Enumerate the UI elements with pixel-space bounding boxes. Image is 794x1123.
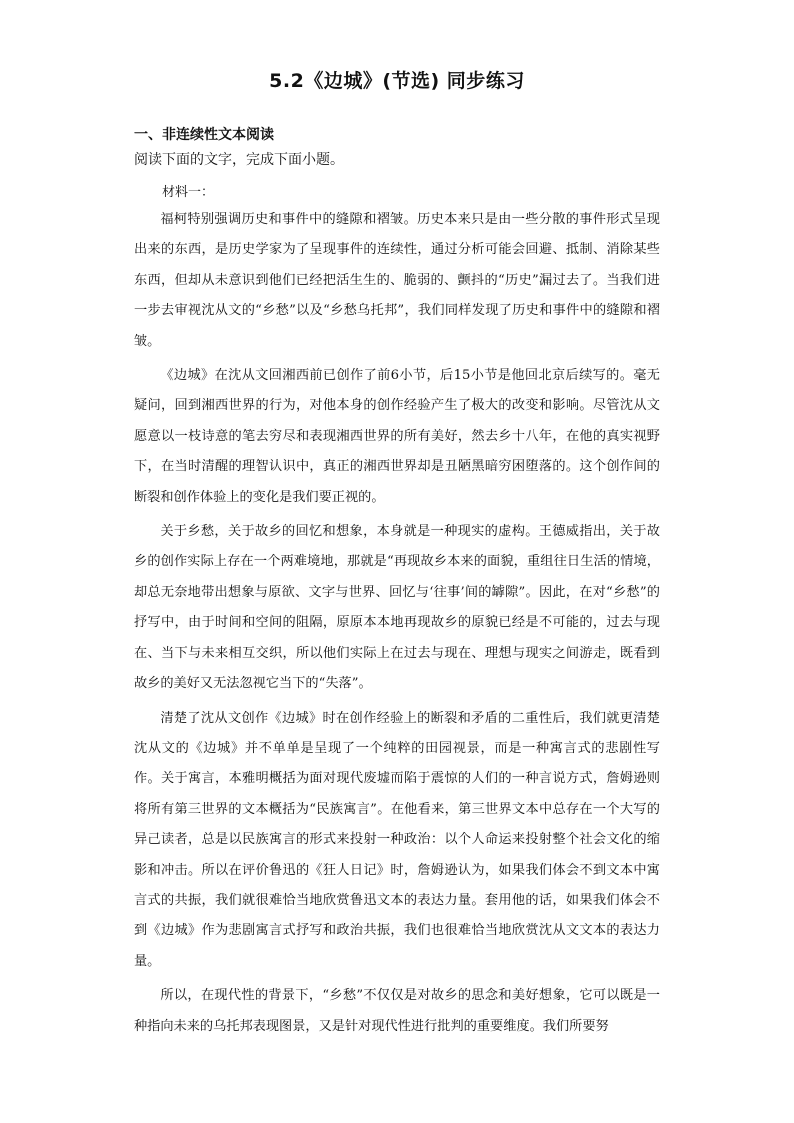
paragraph-1: 福柯特别强调历史和事件中的缝隙和褶皱。历史本来只是由一些分散的事件形式呈现出来的东西，是历史学家为了呈现事件的连续性，通过分析可能会回避、抵制、消除某些东西，但却从未意识到他们已经把活生生的、脆弱的、颤抖的“历史”漏过去了。当我们进一步去审视沈从文的“乡愁”以及“乡愁乌托邦”，我们同样发现了历史和事件中的缝隙和褶皱。: [134, 212, 660, 349]
paragraph-4: 清楚了沈从文创作《边城》时在创作经验上的断裂和矛盾的二重性后，我们就更清楚沈从文的《边城》并不单单是呈现了一个纯粹的田园视景，而是一种寓言式的悲剧性写作。关于寓言，本雅明概括为面对现代废墟而陷于震惊的人们的一种言说方式，詹姆逊则将所有第三世界的文本概括为“民族寓言”。在他看来，第三世界文本中总存在一个大写的异己读者，总是以民族寓言的形式来投射一种政治：以个人命运来投射整个社会文化的缩影和冲击。所以在评价鲁迅的《狂人日记》时，詹姆逊认为，如果我们体会不到文本中寓言式的共振，我们就很难恰当地欣赏鲁迅文本的表达力量。套用他的话，如果我们体会不到《边城》作为悲剧寓言式抒写和政治共振，我们也很难恰当地欣赏沈从文文本的表达力量。: [134, 710, 660, 969]
paragraph-5: 所以，在现代性的背景下，“乡愁”不仅仅是对故乡的思念和美好想象，它可以既是一种指向未来的乌托邦表现图景，又是针对现代性进行批判的重要维度。我们所要努: [134, 988, 660, 1034]
reading-instruction: 阅读下面的文字，完成下面小题。: [134, 152, 344, 168]
passage-body: [134, 205, 660, 1046]
paragraph-3: 关于乡愁，关于故乡的回忆和想象，本身就是一种现实的虚构。王德威指出，关于故乡的创作实际上存在一个两难境地，那就是“再现故乡本来的面貌，重组往日生活的情境，却总无奈地带出想象与原欲、文字与世界、回忆与‘往事’间的罅隙”。因此，在对“乡愁”的抒写中，由于时间和空间的阻隔，原原本本地再现故乡的原貌已经是不可能的，过去与现在、当下与未来相互交织，所以他们实际上在过去与现在、理想与现实之间游走，既看到故乡的美好又无法忽视它当下的“失落”。: [134, 524, 660, 692]
paragraph-2: 《边城》在沈从文回湘西前已创作了前6小节，后15小节是他回北京后续写的。毫无疑问，回到湘西世界的行为，对他本身的创作经验产生了极大的改变和影响。尽管沈从文愿意以一枝诗意的笔去穷尽和表现湘西世界的所有美好，然去乡十八年，在他的真实视野下，在当时清醒的理智认识中，真正的湘西世界却是丑陋黑暗穷困堕落的。这个创作间的断裂和创作体验上的变化是我们要正视的。: [134, 368, 660, 505]
section-heading: 一、非连续性文本阅读: [134, 127, 274, 143]
material-label: 材料一：: [162, 185, 215, 200]
page-title: 5.2《边城》(节选) 同步练习: [269, 70, 525, 92]
